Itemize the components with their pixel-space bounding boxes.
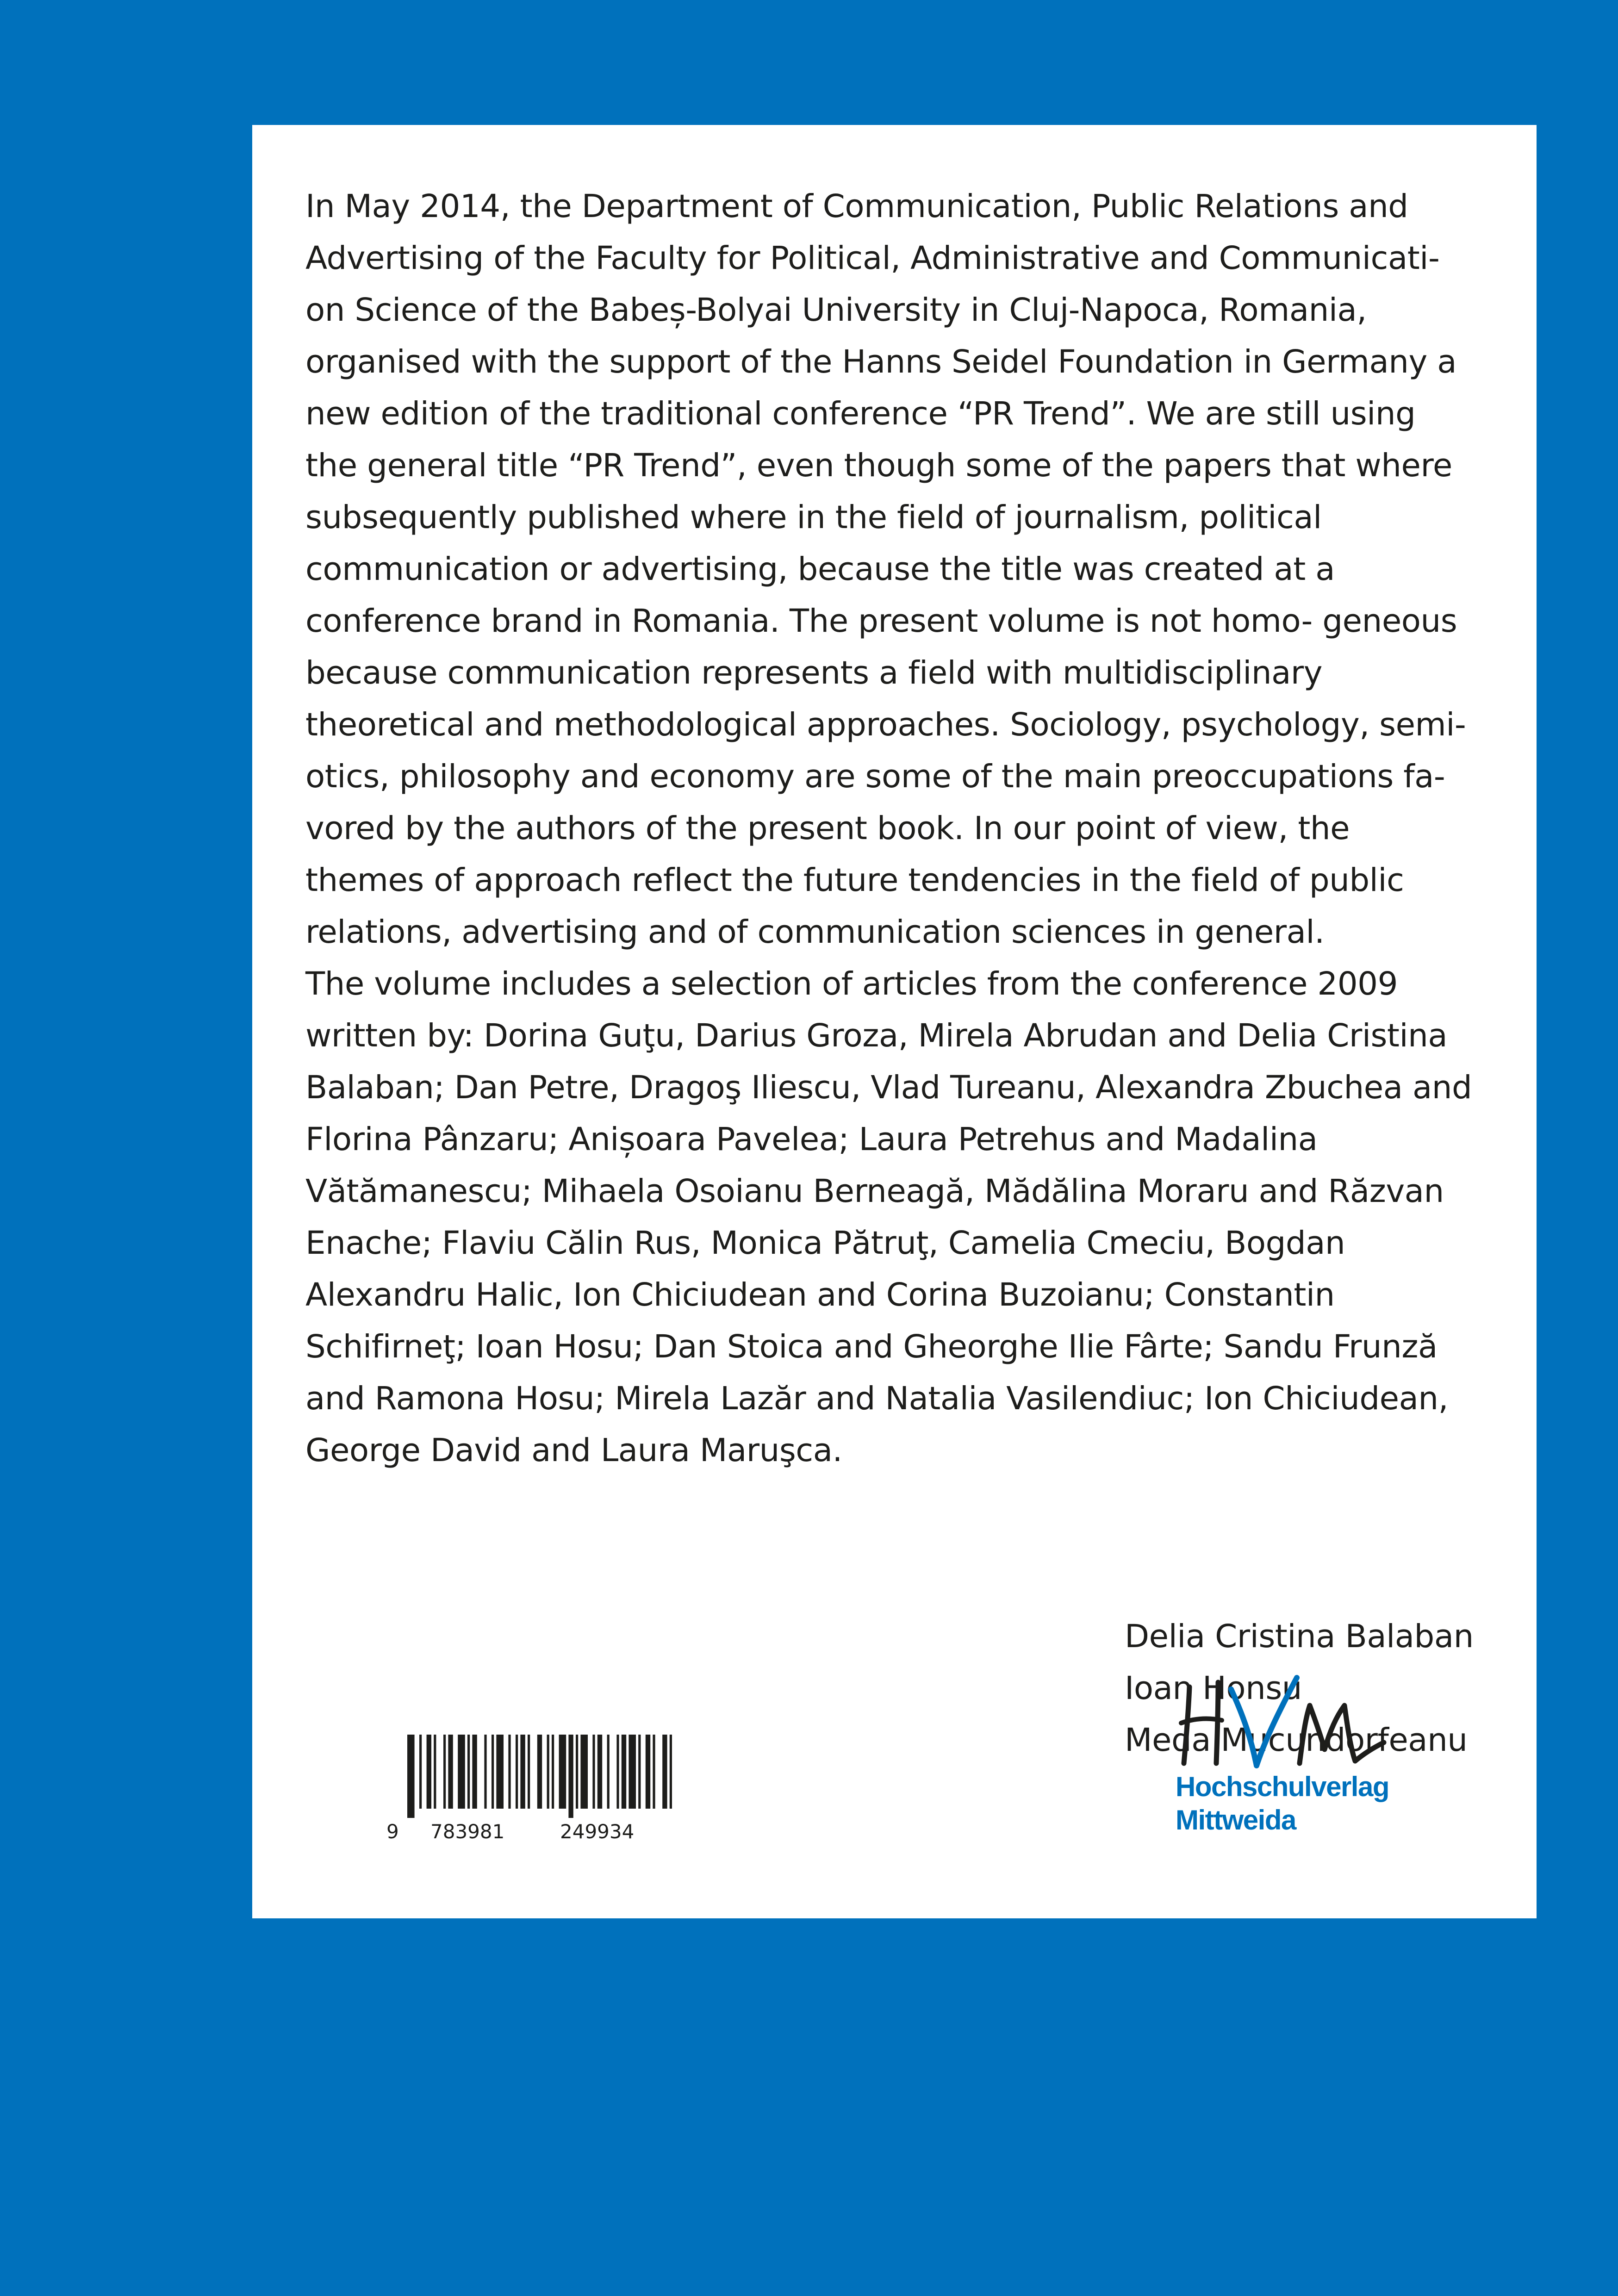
blurb-line: The volume includes a selection of articles from the conference 2009: [305, 965, 1398, 1002]
blurb-line: Florina Pânzaru; Anișoara Pavelea; Laura Petrehus and Madalina: [305, 1121, 1318, 1158]
barcode-bar: [547, 1735, 549, 1809]
barcode-digit-lead: 9: [386, 1820, 399, 1843]
barcode-bar: [407, 1735, 415, 1818]
barcode-bar: [496, 1735, 504, 1809]
barcode-digits-left: 783981: [430, 1820, 505, 1843]
publisher-logo: [1176, 1668, 1398, 1844]
blurb-line: the general title “PR Trend”, even though some of the papers that where: [305, 447, 1452, 484]
editor-name: Delia Cristina Balaban: [1125, 1618, 1474, 1655]
barcode-digits-right: 249934: [560, 1820, 635, 1843]
barcode-bar: [508, 1735, 510, 1809]
barcode-bar: [448, 1735, 453, 1809]
barcode-bar: [638, 1735, 641, 1809]
barcode-bar: [516, 1735, 518, 1809]
barcode-bar: [622, 1735, 626, 1809]
barcode-bar: [629, 1735, 636, 1809]
barcode-bar: [576, 1735, 578, 1809]
barcode-bar: [607, 1735, 610, 1809]
barcode-bar: [670, 1735, 672, 1809]
publisher-name-line1: Hochschulverlag: [1176, 1771, 1389, 1802]
blurb-line: otics, philosophy and economy are some of the main preoccupations fa-: [305, 758, 1445, 795]
blurb-line: themes of approach reflect the future tendencies in the field of public: [305, 862, 1404, 899]
barcode-bar: [528, 1735, 530, 1809]
barcode-bar: [568, 1735, 573, 1818]
barcode-bar: [472, 1735, 477, 1809]
blurb-line: Vătămanescu; Mihaela Osoianu Berneagă, Mădălina Moraru and Răzvan: [305, 1173, 1444, 1210]
barcode-bar: [520, 1735, 525, 1809]
barcode-bar: [467, 1735, 470, 1809]
barcode-bar: [646, 1735, 650, 1809]
publisher-name: [1176, 1770, 1389, 1837]
editor-name: Meda Mucundorfeanu: [1125, 1722, 1468, 1759]
barcode-bar: [580, 1735, 588, 1809]
barcode-bar: [592, 1735, 595, 1809]
barcode-bar: [537, 1735, 542, 1809]
blurb-line: theoretical and methodological approaches. Sociology, psychology, semi-: [305, 706, 1466, 743]
barcode-bar: [443, 1735, 446, 1809]
publisher-name-line2: Mittweida: [1176, 1804, 1296, 1836]
blurb-line: In May 2014, the Department of Communication, Public Relations and: [305, 188, 1408, 225]
blurb-line: Alexandru Halic, Ion Chiciudean and Corina Buzoianu; Constantin: [305, 1276, 1335, 1313]
barcode-bar: [559, 1735, 566, 1809]
barcode-bar: [484, 1735, 486, 1809]
barcode-bar: [653, 1735, 655, 1809]
blurb-line: relations, advertising and of communication sciences in general.: [305, 914, 1325, 951]
barcode-bar: [616, 1735, 619, 1809]
blurb-line: organised with the support of the Hanns Seidel Foundation in Germany a: [305, 343, 1457, 380]
barcode-bar: [434, 1735, 436, 1809]
barcode-bar: [662, 1735, 667, 1809]
blurb-line: subsequently published where in the field of journalism, political: [305, 499, 1322, 536]
barcode-bar: [492, 1735, 494, 1809]
blurb-line: on Science of the Babeș-Bolyai University in Cluj-Napoca, Romania,: [305, 292, 1367, 329]
barcode-bar: [458, 1735, 465, 1809]
blurb-text: [305, 180, 1490, 1476]
blurb-line: because communication represents a field with multidisciplinary: [305, 654, 1323, 691]
blurb-line: Balaban; Dan Petre, Dragoş Iliescu, Vlad Tureanu, Alexandra Zbuchea and: [305, 1069, 1472, 1106]
blurb-line: Advertising of the Faculty for Political, Administrative and Communicati-: [305, 240, 1440, 277]
barcode-bar: [419, 1735, 422, 1809]
barcode-bar: [552, 1735, 554, 1809]
barcode-bar: [427, 1735, 431, 1809]
blurb-line: Schifirneţ; Ioan Hosu; Dan Stoica and Gheorghe Ilie Fârte; Sandu Frunză: [305, 1328, 1438, 1365]
blurb-line: communication or advertising, because the title was created at a: [305, 551, 1335, 588]
blurb-line: written by: Dorina Guţu, Darius Groza, Mirela Abrudan and Delia Cristina: [305, 1017, 1448, 1054]
blurb-line: Enache; Flaviu Călin Rus, Monica Pătruţ, Camelia Cmeciu, Bogdan: [305, 1225, 1345, 1262]
text-panel: [252, 125, 1537, 1918]
barcode-bar: [597, 1735, 602, 1809]
hvm-logo-mark: [1176, 1668, 1398, 1770]
blurb-line: George David and Laura Maruşca.: [305, 1432, 842, 1469]
barcode-bars: [386, 1735, 673, 1818]
editor-name: Ioan Honsu: [1125, 1670, 1302, 1707]
blurb-line: and Ramona Hosu; Mirela Lazăr and Natalia Vasilendiuc; Ion Chiciudean,: [305, 1380, 1449, 1417]
blurb-line: conference brand in Romania. The present volume is not homo- geneous: [305, 603, 1457, 640]
isbn-barcode: [386, 1735, 673, 1843]
blurb-line: vored by the authors of the present book. In our point of view, the: [305, 810, 1350, 847]
blurb-line: new edition of the traditional conference “PR Trend”. We are still using: [305, 395, 1416, 432]
